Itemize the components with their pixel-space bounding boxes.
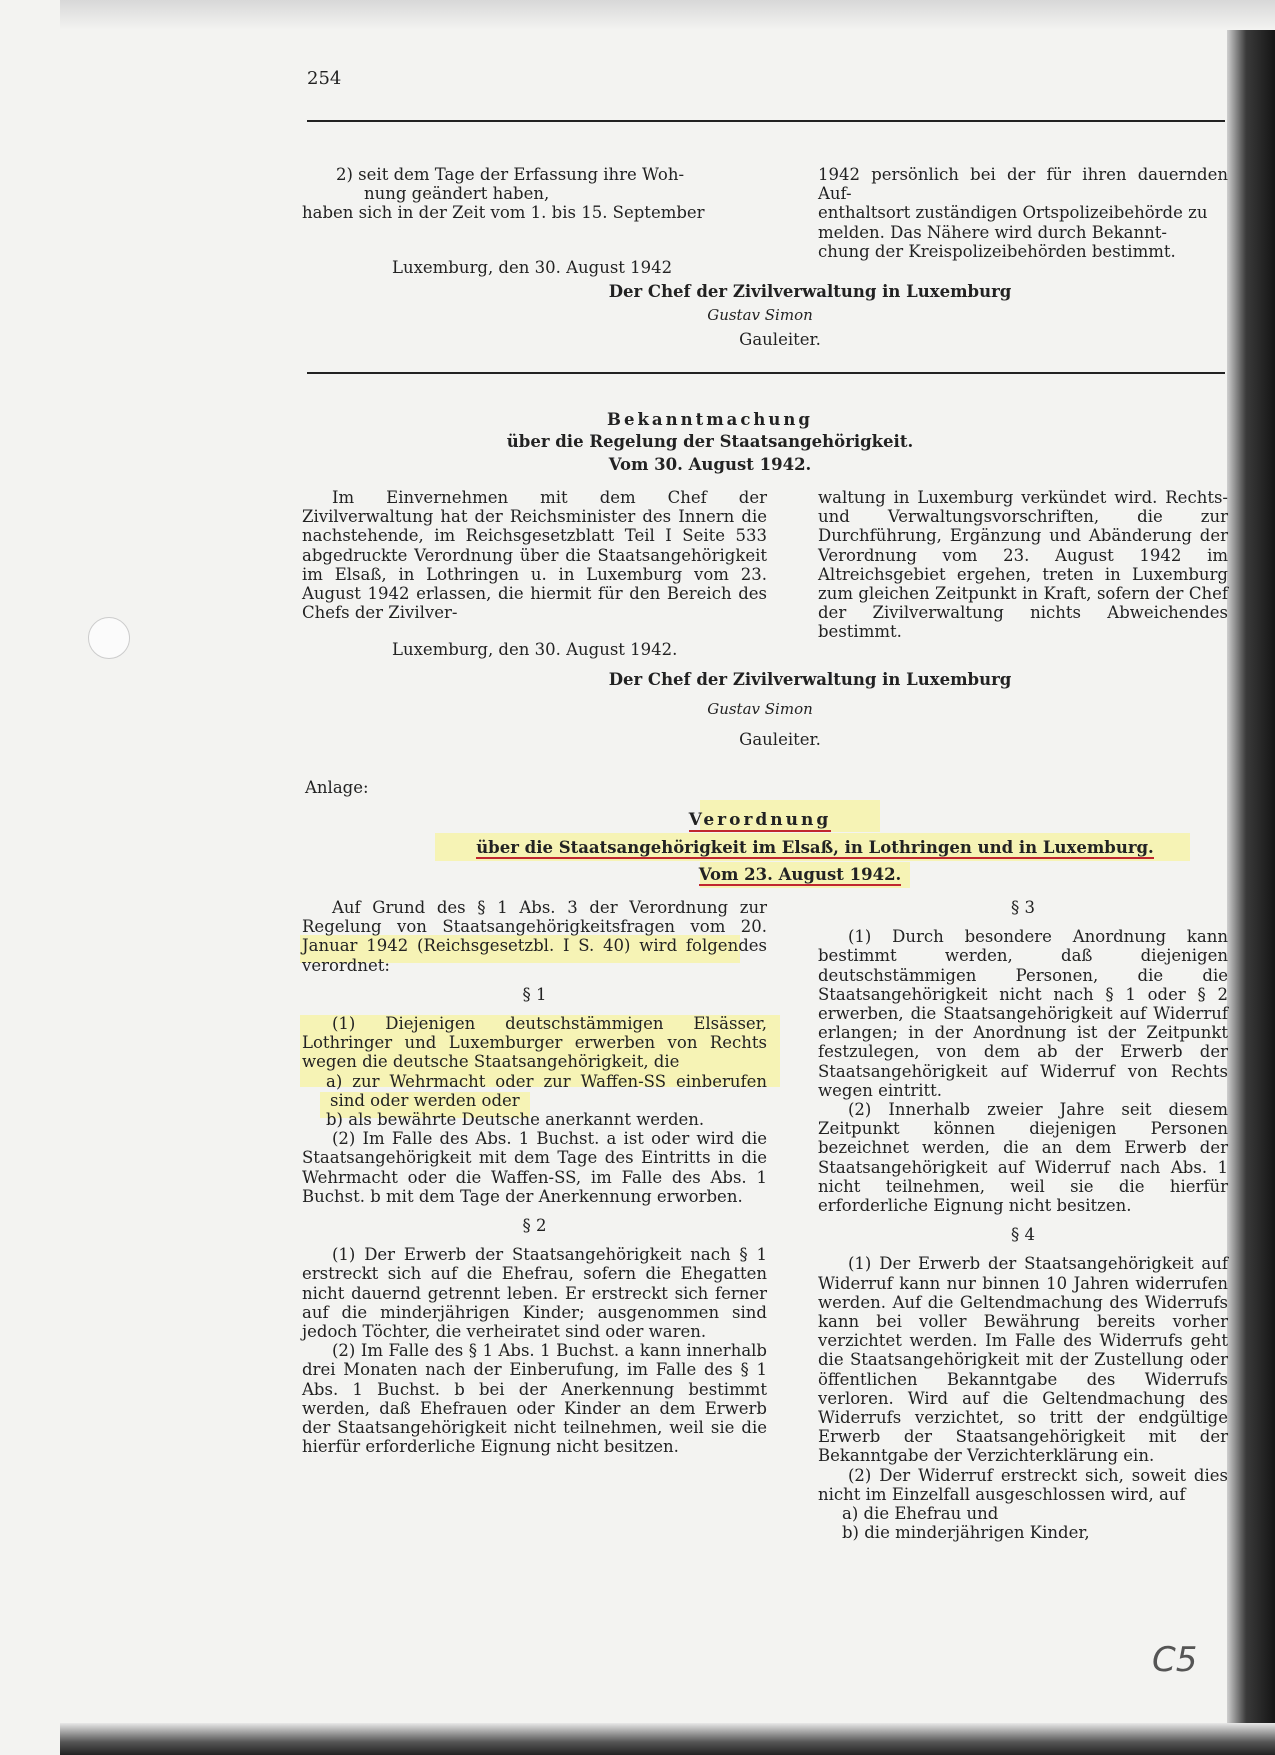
scan-bottom-shadow (60, 1723, 1275, 1755)
section-3-paragraph-2: (2) Innerhalb zweier Jahre seit diesem Zeitpunkt können diejenigen Personen bezeichnet werden, die an dem Erwerb der Staatsangehörigkeit auf Widerruf nach Abs. 1 nicht teilnehmen, weil sie die hierfür erforderliche Eignung nicht besitzen. (818, 1100, 1228, 1216)
announcement-date-place: Luxemburg, den 30. August 1942. (392, 640, 678, 659)
top-right-line: enthaltsort zuständigen Ortspolizeibehörde zu (818, 203, 1208, 223)
ordinance-right-column (818, 898, 1228, 1543)
top-right-line: melden. Das Nähere wird durch Bekannt- (818, 222, 1167, 242)
signature-rank: Gauleiter. (739, 330, 821, 349)
scan-top-edge (60, 0, 1275, 30)
ordinance-left-column (302, 898, 767, 1456)
announcement-date: Vom 30. August 1942. (608, 455, 812, 474)
top-left-line: nung geändert haben, (364, 184, 550, 204)
anlage-label: Anlage: (305, 778, 369, 797)
section-1-paragraph-2: (2) Im Falle des Abs. 1 Buchst. a ist oder wird die Staatsangehörigkeit mit dem Tage des Eintritts in die Wehrmacht oder die Waffen-SS, im Falle des Abs. 1 Buchst. b mit dem Tage der Anerkennung erworben. (302, 1129, 767, 1206)
top-right-line: chung der Kreispolizeibehörden bestimmt. (818, 241, 1176, 261)
announcement-signature-rank: Gauleiter. (739, 730, 821, 749)
section-3-paragraph-1: (1) Durch besondere Anordnung kann bestimmt werden, daß diejenigen deutschstämmigen Personen, die die Staatsangehörigkeit nicht nach § 1 oder § 2 erwerben, die Staatsangehörigkeit auf Widerruf erlangen; in der Anordnung ist der Zeitpunkt festzulegen, von dem ab der Erwerb der Staatsangehörigkeit auf Widerruf von Rechts wegen eintritt. (818, 927, 1228, 1100)
section-4-title: § 4 (1011, 1225, 1035, 1245)
announcement-right-text: waltung in Luxemburg verkündet wird. Rechts- und Verwaltungsvorschriften, die zur Durchführung, Ergänzung und Abänderung der Verordnung vom 23. August 1942 im Altreichsgebiet ergehen, treten in Luxemburg zum gleichen Zeitpunkt in Kraft, sofern der Chef der Zivilverwaltung nichts Abweichendes bestimmt. (818, 488, 1228, 642)
ordinance-subheading (420, 838, 1210, 857)
section-2-paragraph-2: (2) Im Falle des § 1 Abs. 1 Buchst. a kann innerhalb drei Monaten nach der Einberufung, im Falle des § 1 Abs. 1 Buchst. b bei der Anerkennung bestimmt werden, daß Ehefrauen oder Kinder an dem Erwerb der Staatsangehörigkeit nicht teilnehmen, weil sie die hierfür erforderliche Eignung nicht besitzen. (302, 1341, 767, 1457)
scan-right-shadow (1227, 30, 1275, 1735)
signature-title: Der Chef der Zivilverwaltung in Luxemburg (608, 282, 1012, 301)
section-1-title: § 1 (522, 984, 547, 1004)
margin-note: C5 (1152, 1640, 1198, 1680)
section-4-item-a: a) die Ehefrau und (842, 1504, 999, 1524)
ordinance-subheading-text: über die Staatsangehörigkeit im Elsaß, in Lothringen und in Luxemburg. (476, 838, 1154, 857)
section-1-item-b: b) als bewährte Deutsche anerkannt werden. (326, 1110, 705, 1130)
section-2-title: § 2 (522, 1216, 547, 1236)
section-4-item-b: b) die minderjährigen Kinder, (842, 1523, 1090, 1543)
date-place: Luxemburg, den 30. August 1942 (392, 258, 673, 277)
ordinance-date (600, 865, 1000, 884)
section-1-paragraph-1: (1) Diejenigen deutschstämmigen Elsässer, Lothringer und Luxemburger erwerben von Rechts wegen die deutsche Staatsangehörigkeit, die (302, 1014, 767, 1072)
ordinance-intro: Auf Grund des § 1 Abs. 3 der Verordnung zur Regelung von Staatsangehörigkeitsfragen vom 20. Januar 1942 (Reichsgesetzbl. I S. 40) wird folgendes verordnet: (302, 898, 767, 975)
page-number: 254 (307, 68, 342, 89)
top-left-line: 2) seit dem Tage der Erfassung ihre Woh- (336, 165, 685, 184)
section-3-title: § 3 (1011, 898, 1035, 917)
section-1-item-a: a) zur Wehrmacht oder zur Waffen-SS einberufen sind oder werden oder (326, 1071, 767, 1110)
top-right-text (818, 165, 1228, 261)
signature-name: Gustav Simon (707, 306, 813, 324)
rule-top (307, 120, 1225, 122)
section-2-paragraph-1: (1) Der Erwerb der Staatsangehörigkeit nach § 1 erstreckt sich auf die Ehefrau, sofern die Ehegatten nicht dauernd getrennt leben. Er erstreckt sich ferner auf die minderjährigen Kinder; ausgenommen sind jedoch Töchter, die verheiratet sind oder waren. (302, 1245, 767, 1342)
announcement-signature-name: Gustav Simon (707, 700, 813, 718)
top-left-line: haben sich in der Zeit vom 1. bis 15. September (302, 203, 705, 223)
top-right-line: 1942 persönlich bei der für ihren dauernden Auf- (818, 165, 1228, 204)
top-left-text (302, 165, 772, 223)
section-4-paragraph-2: (2) Der Widerruf erstreckt sich, soweit dies nicht im Einzelfall ausgeschlossen wird, auf (818, 1465, 1228, 1504)
ordinance-date-text: Vom 23. August 1942. (698, 865, 902, 884)
punch-hole (88, 617, 130, 659)
ordinance-heading-text: Verordnung (688, 810, 832, 830)
ordinance-heading (560, 810, 960, 830)
announcement-left-text: Im Einvernehmen mit dem Chef der Zivilverwaltung hat der Reichsminister des Innern die nachstehende, im Reichsgesetzblatt Teil I Seite 533 abgedruckte Verordnung über die Staatsangehörigkeit im Elsaß, in Lothringen u. in Luxemburg vom 23. August 1942 erlassen, die hiermit für den Bereich des Chefs der Zivilver- (302, 488, 767, 623)
announcement-signature-title: Der Chef der Zivilverwaltung in Luxemburg (608, 670, 1012, 689)
rule-middle (307, 372, 1225, 374)
announcement-heading: Bekanntmachung (607, 410, 813, 429)
section-4-paragraph-1: (1) Der Erwerb der Staatsangehörigkeit auf Widerruf kann nur binnen 10 Jahren widerrufen werden. Auf die Geltendmachung des Widerrufs kann bei voller Bewährung bereits vorher verzichtet werden. Im Falle des Widerrufs geht die Staatsangehörigkeit mit der Zustellung oder öffentlichen Bekanntgabe des Widerrufs verloren. Wird auf die Geltendmachung des Widerrufs verzichtet, so tritt der endgültige Erwerb der Staatsangehörigkeit mit der Bekanntgabe der Verzichterklärung ein. (818, 1254, 1228, 1466)
announcement-subheading: über die Regelung der Staatsangehörigkeit. (506, 432, 914, 451)
